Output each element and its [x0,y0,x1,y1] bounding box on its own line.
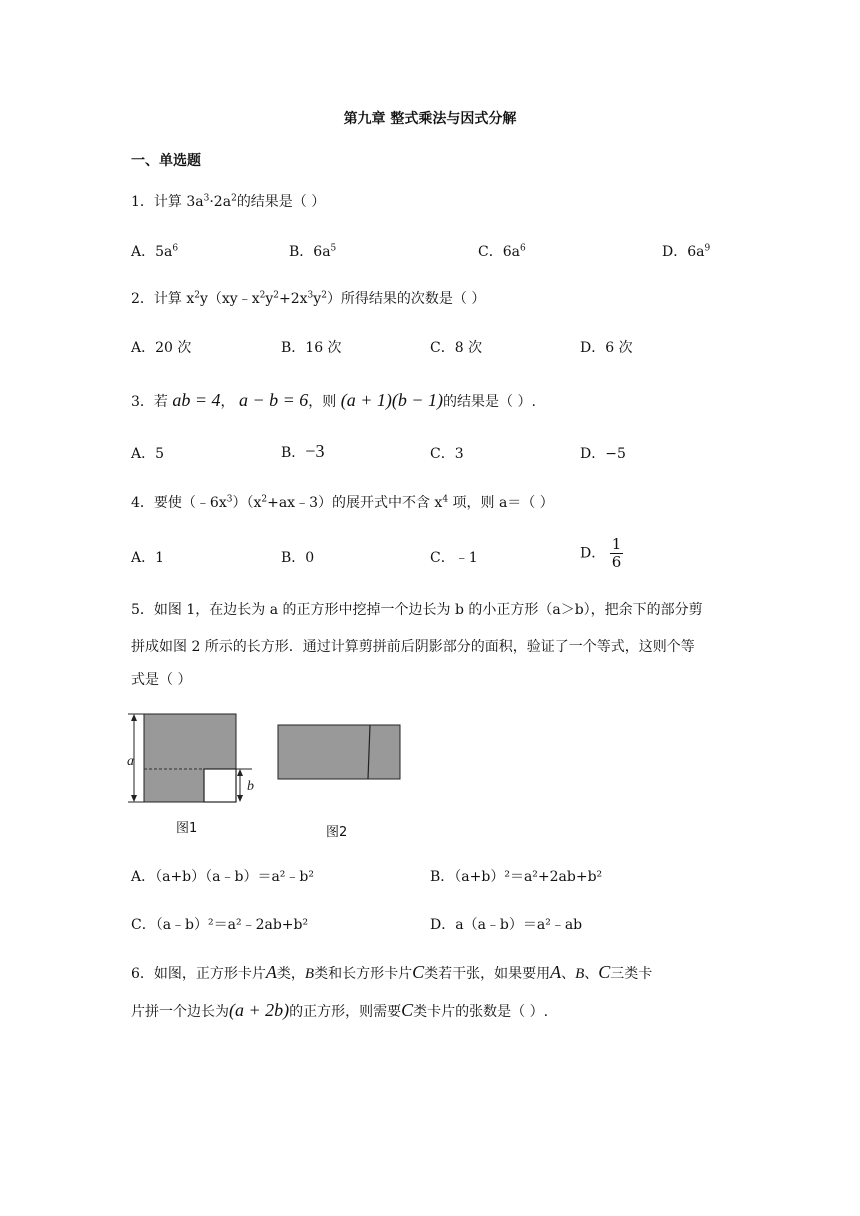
rectangle [278,725,400,779]
dimension-a-label: a [127,754,134,769]
option-exp: 5 [330,243,337,254]
q3-text: 3．若 [131,394,168,410]
option-label: B．6a [289,244,331,260]
q1-exp: 3 [203,193,210,204]
q2-text: y [313,291,322,307]
q6-text: 、 [561,966,576,982]
question-6-line-2 [131,1000,548,1022]
q2-exp: 2 [321,290,327,301]
dimension-b-label: b [247,779,254,794]
q2-exp: 3 [307,290,314,301]
option-value: −3 [305,441,325,461]
q6-math: C [412,962,425,982]
q4-option-a[interactable]: A．1 [131,550,165,566]
q3-option-b[interactable] [281,441,324,463]
q6-text: 的正方形，则需要 [289,1004,402,1020]
question-1-stem [131,192,325,212]
q6-text: 类若干张，如果要用 [424,966,551,982]
option-exp: 9 [704,243,711,254]
q1-text: 1．计算 3a [131,194,204,210]
q1-text: ·2a [209,194,232,210]
q4-exp: 4 [442,494,449,505]
q3-math: (a + 1)(b − 1) [340,390,444,410]
q6-math: C [401,1000,414,1020]
q3-text: ，则 [308,394,337,410]
q2-text: y [265,291,274,307]
fraction [610,536,624,571]
q1-option-b[interactable] [289,242,336,262]
q2-option-d[interactable]: D．6 次 [580,340,633,356]
small-square-removed [204,769,236,802]
figure-1 [124,708,264,808]
option-label: A． [131,446,156,462]
q6-text: 类， [276,966,305,982]
option-label: D．6a [662,244,705,260]
figure-2-caption: 图2 [326,825,348,840]
q6-math: A [265,962,277,982]
page-title: 第九章 整式乘法与因式分解 [343,111,517,127]
q4-option-d[interactable] [580,536,623,571]
q3-text: ， [220,394,235,410]
q6-text: 6．如图，正方形卡片 [131,966,266,982]
option-exp: 6 [172,243,179,254]
q5-option-c[interactable]: C．（a﹣b）²＝a²﹣2ab+b² [131,917,309,933]
option-label: A．5a [131,244,173,260]
q5-option-a[interactable]: A．（a+b）（a﹣b）＝a²﹣b² [131,869,314,885]
q3-option-a[interactable] [131,444,164,464]
option-value: −5 [605,446,626,462]
q4-exp: 2 [261,494,268,505]
q2-exp: 2 [273,290,279,301]
q2-text: y（xy﹣x [200,291,260,307]
arrow-down-icon [237,795,243,802]
q4-text: 项，则 a＝（ ） [448,495,554,511]
q4-option-c[interactable]: C．﹣1 [430,550,478,566]
q6-text: 类和长方形卡片 [314,966,413,982]
q2-exp: 2 [259,290,266,301]
q4-text: +ax﹣3）的展开式中不含 x [267,495,443,511]
question-5-line-3: 式是（ ） [131,672,192,688]
q1-option-a[interactable] [131,242,178,262]
q2-text: 2．计算 x [131,291,195,307]
arrow-down-icon [131,795,137,802]
question-2-stem [131,289,485,309]
q1-option-c[interactable] [478,242,526,262]
q1-exp: 2 [231,193,237,204]
q4-text: ）（x [232,495,262,511]
option-exp: 6 [519,243,526,254]
q6-math: A [550,962,562,982]
q4-option-b[interactable]: B．0 [281,550,315,566]
q2-option-a[interactable]: A．20 次 [131,340,192,356]
option-label: C．6a [478,244,520,260]
q6-text: 类卡片的张数是（ ）. [413,1004,549,1020]
figure-1-caption: 图1 [176,821,198,836]
q2-option-c[interactable]: C．8 次 [430,340,483,356]
question-4-stem [131,493,554,513]
question-6-line-1 [131,962,652,984]
q6-text: 、 [584,966,599,982]
option-label: D． [580,446,606,462]
question-5-line-1: 5．如图 1，在边长为 a 的正方形中挖掉一个边长为 b 的小正方形（a＞b），把余下的部分剪 [131,602,703,618]
figure-2 [276,722,404,784]
q6-math: (a + 2b) [229,1000,290,1020]
section-heading: 一、单选题 [131,153,201,169]
q6-math: C [598,962,611,982]
q3-math: a − b = 6 [238,390,309,410]
q1-text: 的结果是（ ） [236,194,326,210]
question-5-line-2: 拼成如图 2 所示的长方形．通过计算剪拼前后阴影部分的面积，验证了一个等式，这则个等 [131,639,695,655]
q4-text: 4．要使（﹣6x [131,495,227,511]
q5-option-b[interactable]: B．（a+b）²＝a²+2ab+b² [430,869,603,885]
fraction-numerator: 1 [611,535,622,553]
q3-math: ab = 4 [172,390,221,410]
q4-exp: 3 [226,494,233,505]
q3-text: 的结果是（ ）. [443,394,536,410]
option-value: 5 [155,446,165,462]
q2-option-b[interactable]: B．16 次 [281,340,342,356]
q6-text: 片拼一个边长为 [131,1004,229,1020]
q3-option-d[interactable] [580,444,626,464]
q6-math: B [575,966,585,982]
q3-option-c[interactable] [430,444,464,464]
fraction-denominator: 6 [611,553,622,571]
option-value: 3 [454,446,464,462]
q5-option-d[interactable]: D．a（a﹣b）＝a²﹣ab [430,917,583,933]
q2-exp: 2 [194,290,200,301]
question-3-stem [131,390,536,412]
q6-math: B [304,966,315,982]
arrow-up-icon [237,769,243,776]
q2-text: ）所得结果的次数是（ ） [326,291,486,307]
option-label: B． [281,445,306,461]
q2-text: +2x [279,291,308,307]
option-label: C． [430,446,455,462]
q1-option-d[interactable] [662,242,710,262]
option-label: D． [580,545,606,562]
arrow-up-icon [131,714,137,721]
q6-text: 三类卡 [610,966,653,982]
